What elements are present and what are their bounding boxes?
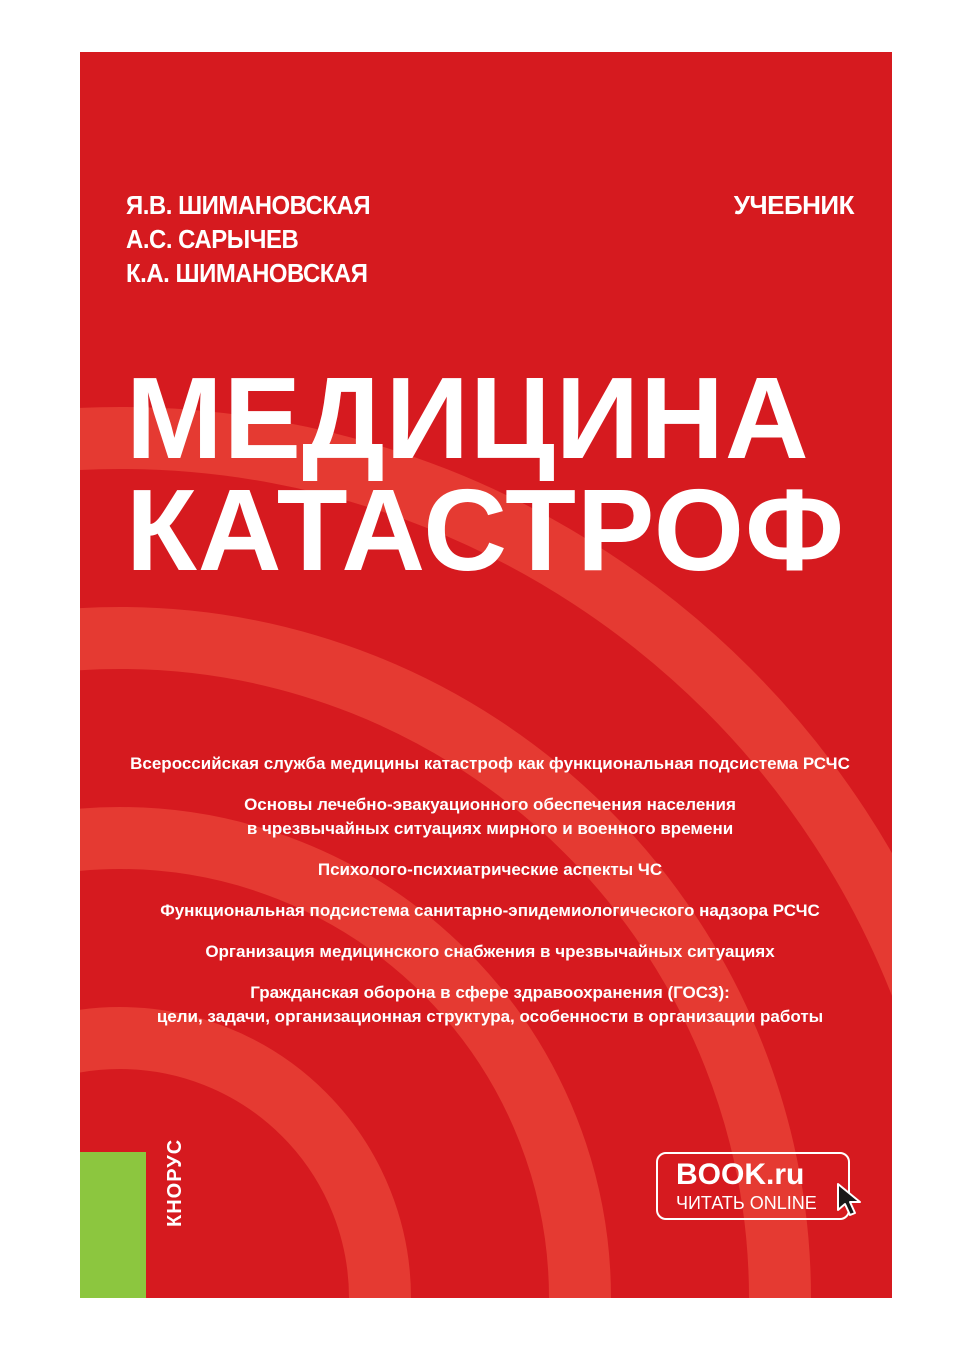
topic-item (120, 793, 860, 841)
title-line-1: МЕДИЦИНА (126, 353, 810, 483)
authors-list (126, 188, 370, 290)
topic-line: Всероссийская служба медицины катастроф как функциональная подсистема РСЧС (130, 754, 850, 773)
topics-list (120, 752, 860, 1046)
genre-label: УЧЕБНИК (733, 190, 854, 220)
publisher-color-block (80, 1152, 146, 1298)
topic-item (120, 899, 860, 923)
title-line-2: КАТАСТРОФ (126, 465, 846, 595)
topic-item (120, 940, 860, 964)
cursor-arrow-icon (836, 1182, 864, 1218)
bookru-badge[interactable] (656, 1152, 850, 1220)
topic-line: Основы лечебно-эвакуационного обеспечения населения (244, 795, 736, 814)
topic-line: Организация медицинского снабжения в чрезвычайных ситуациях (205, 942, 775, 961)
book-cover (80, 52, 892, 1298)
author-1: Я.В. ШИМАНОВСКАЯ (126, 190, 371, 220)
topic-item (120, 981, 860, 1029)
book-title (126, 353, 866, 595)
author-2: А.С. САРЫЧЕВ (126, 224, 299, 254)
author-3: К.А. ШИМАНОВСКАЯ (126, 258, 368, 288)
topic-line: в чрезвычайных ситуациях мирного и военного времени (246, 819, 734, 838)
bookru-name: BOOK.ru (676, 1158, 805, 1191)
publisher-name: КНОРУС (164, 1138, 186, 1227)
topic-line: Функциональная подсистема санитарно-эпидемиологического надзора РСЧС (160, 901, 820, 920)
topic-line: цели, задачи, организационная структура, особенности в организации работы (156, 1007, 824, 1026)
topic-line: Психолого-психиатрические аспекты ЧС (317, 860, 663, 879)
topic-line: Гражданская оборона в сфере здравоохранения (ГОСЗ): (250, 983, 730, 1002)
topic-item (120, 858, 860, 882)
topic-item (120, 752, 860, 776)
bookru-tagline: ЧИТАТЬ ONLINE (676, 1193, 817, 1213)
